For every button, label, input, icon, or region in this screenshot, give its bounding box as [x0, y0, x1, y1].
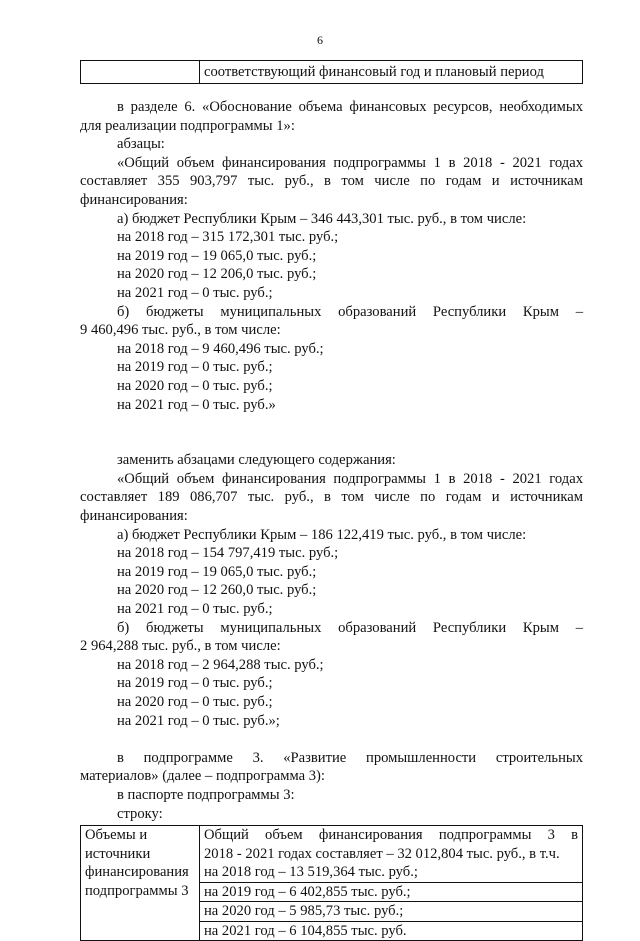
- section3-line1: в подпрограмме 3. «Развитие промышленности строительных: [117, 749, 583, 766]
- section2-a-year: на 2021 год – 0 тыс. руб.;: [117, 601, 273, 618]
- section2-b-year: на 2019 год – 0 тыс. руб.;: [117, 675, 273, 692]
- funding-total-l2: 2018 - 2021 годах составляет – 32 012,804 тыс. руб., в т.ч.: [204, 845, 560, 862]
- funding-year: на 2018 год – 13 519,364 тыс. руб.;: [204, 864, 418, 881]
- section1-line1: в разделе 6. «Обоснование объема финансовых ресурсов, необходимых: [117, 99, 583, 115]
- section1-total-l2: составляет 355 903,797 тыс. руб., в том числе по годам и источникам: [80, 173, 583, 190]
- section1-line2: для реализации подпрограммы 1»:: [80, 117, 295, 134]
- funding-year: на 2020 год – 5 985,73 тыс. руб.;: [200, 901, 582, 921]
- section1-budget-b-l2: 9 460,496 тыс. руб., в том числе:: [80, 322, 281, 339]
- section2-budget-b-l2: 2 964,288 тыс. руб., в том числе:: [80, 638, 281, 655]
- funding-label-line: финансирования: [85, 864, 189, 881]
- section2-replace-label: заменить абзацами следующего содержания:: [117, 452, 396, 469]
- section1-a-year: на 2019 год – 19 065,0 тыс. руб.;: [117, 247, 317, 264]
- funding-label-line: Объемы и: [85, 827, 148, 844]
- section2-b-year: на 2021 год – 0 тыс. руб.»;: [117, 712, 280, 729]
- section1-total-l3: финансирования:: [80, 191, 188, 208]
- section2-a-year: на 2018 год – 154 797,419 тыс. руб.;: [117, 545, 339, 562]
- section1-budget-a: а) бюджет Республики Крым – 346 443,301 тыс. руб., в том числе:: [117, 210, 527, 227]
- section2-b-year: на 2020 год – 0 тыс. руб.;: [117, 694, 273, 710]
- funding-table-value-cell: [200, 826, 583, 941]
- funding-total-l1: Общий объем финансирования подпрограммы 3 в: [204, 827, 578, 844]
- top-table-empty-cell: [81, 61, 200, 84]
- section1-a-year: на 2018 год – 315 172,301 тыс. руб.;: [117, 229, 339, 246]
- section1-b-year: на 2018 год – 9 460,496 тыс. руб.;: [117, 340, 324, 357]
- funding-table-label-cell: [81, 826, 200, 941]
- section1-b-year: на 2020 год – 0 тыс. руб.;: [117, 377, 273, 394]
- section1-b-year: на 2021 год – 0 тыс. руб.»: [117, 396, 276, 413]
- top-table-fragment: [80, 60, 583, 84]
- section1-a-year: на 2020 год – 12 206,0 тыс. руб.;: [117, 266, 317, 283]
- section2-budget-b-l1: б) бюджеты муниципальных образований Республики Крым –: [117, 619, 583, 636]
- funding-table: [80, 825, 583, 941]
- section1-b-year: на 2019 год – 0 тыс. руб.;: [117, 359, 273, 376]
- section2-budget-a: а) бюджет Республики Крым – 186 122,419 тыс. руб., в том числе:: [117, 526, 527, 543]
- section1-budget-b-l1: б) бюджеты муниципальных образований Республики Крым –: [117, 303, 583, 320]
- section1-paragraphs-label: абзацы:: [117, 136, 165, 153]
- section2-total-l3: финансирования:: [80, 508, 188, 525]
- section1-a-year: на 2021 год – 0 тыс. руб.;: [117, 284, 273, 301]
- funding-year: на 2021 год – 6 104,855 тыс. руб.: [200, 921, 582, 941]
- funding-year: на 2019 год – 6 402,855 тыс. руб.;: [200, 882, 582, 902]
- section3-row-label: строку:: [117, 805, 163, 822]
- page-number: 6: [317, 33, 323, 47]
- section2-a-year: на 2019 год – 19 065,0 тыс. руб.;: [117, 563, 317, 580]
- section2-b-year: на 2018 год – 2 964,288 тыс. руб.;: [117, 656, 324, 673]
- funding-label-line: источники: [85, 845, 151, 862]
- section1-total-l1: «Общий объем финансирования подпрограммы 1 в 2018 - 2021 годах: [117, 154, 583, 171]
- document-body: [80, 98, 583, 941]
- section2-total-l1: «Общий объем финансирования подпрограммы 1 в 2018 - 2021 годах: [117, 470, 583, 487]
- section2-total-l2: составляет 189 086,707 тыс. руб., в том числе по годам и источникам: [80, 489, 583, 506]
- funding-label-line: подпрограммы 3: [85, 882, 189, 899]
- section3-line2: материалов» (далее – подпрограмма 3):: [80, 768, 325, 785]
- section2-a-year: на 2020 год – 12 260,0 тыс. руб.;: [117, 582, 317, 599]
- section3-passport: в паспорте подпрограммы 3:: [117, 786, 295, 803]
- top-table-text-cell: соответствующий финансовый год и плановый период: [200, 61, 583, 84]
